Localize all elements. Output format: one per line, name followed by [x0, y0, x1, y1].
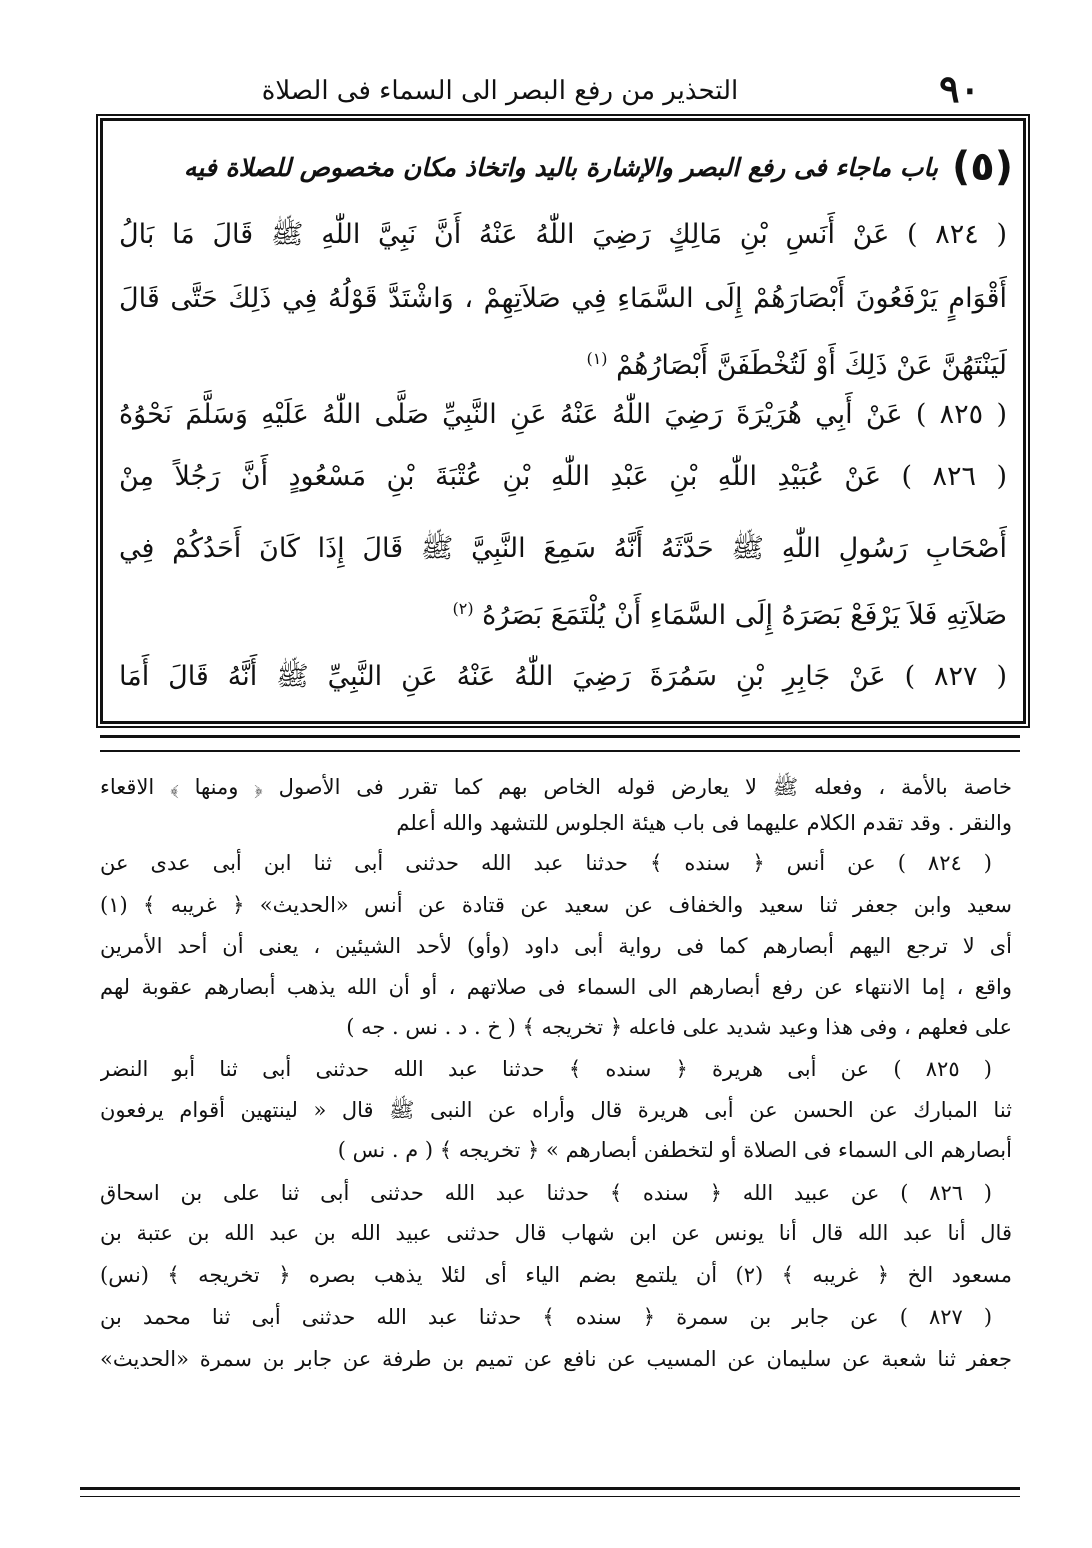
hadith-line: لَيَنْتَهُنَّ عَنْ ذَلِكَ أَوْ لَتُخْطَفَنَّ أَبْصَارُهُمْ $^{(١)}$: [586, 349, 1007, 381]
commentary-line: مسعود الخ ﴿ غريبه ﴾ (٢) أن يلتمع بضم الياء أى لئلا يذهب بصره ﴿ تخريجه ﴾ (نس): [100, 1263, 1012, 1287]
chapter-title: باب ماجاء فى رفع البصر والإشارة باليد واتخاذ مكان مخصوص للصلاة فيه: [183, 152, 939, 182]
footnote-marker: (١): [586, 349, 608, 368]
commentary-line: على فعلهم ، وفى هذا وعيد شديد على فاعله ﴿ تخريجه ﴾ ( خ . د . نس . جه ): [346, 1015, 1012, 1039]
hadith-text-frame: [100, 118, 1026, 724]
hadith-line: أَقْوَامٍ يَرْفَعُونَ أَبْصَارَهُمْ إِلَى السَّمَاءِ فِي صَلاَتِهِمْ ، وَاشْتَدَّ قَوْلُهُ فِي ذَلِكَ حَتَّى قَالَ: [119, 283, 1007, 314]
chapter-heading: [113, 135, 1013, 199]
hadith-line: أَصْحَابِ رَسُولِ اللّٰهِ ﷺ حَدَّثَهُ أَنَّهُ سَمِعَ النَّبِيَّ ﷺ قَالَ إِذَا كَانَ أَحَدُكُمْ فِي: [119, 533, 1007, 564]
commentary-line: أى لا ترجع اليهم أبصارهم كما فى رواية أبى داود (وأو) لأحد الشيئين ، يعنى أن أحد الأمرين: [100, 934, 1012, 958]
commentary-line: قال أنا عبد الله قال أنا يونس عن ابن شهاب قال حدثنى عبيد الله بن عبد الله بن عتبة بن: [100, 1221, 1012, 1245]
hadith-line: ( ٨٢٤ ) عَنْ أَنَسِ بْنِ مَالِكٍ رَضِيَ اللّٰهُ عَنْهُ أَنَّ نَبِيَّ اللّٰهِ ﷺ قَالَ مَا بَالُ: [119, 219, 1007, 250]
bottom-rule: [80, 1487, 1020, 1497]
commentary-line: خاصة بالأمة ، وفعله ﷺ لا يعارض قوله الخاص بهم كما تقرر فى الأصول ﴿ ومنها ﴾ الاقعاء: [100, 775, 1012, 799]
hadith-line: صَلاَتِهِ فَلاَ يَرْفَعْ بَصَرَهُ إِلَى السَّمَاءِ أَنْ يُلْتَمَعَ بَصَرُهُ $^{(٢)}$: [452, 599, 1007, 631]
commentary-line: ( ٨٢٥ ) عن أبى هريرة ﴿ سنده ﴾ حدثنا عبد الله حدثنى أبى ثنا أبو النضر: [100, 1057, 992, 1081]
commentary-line: ( ٨٢٤ ) عن أنس ﴿ سنده ﴾ حدثنا عبد الله حدثنى أبى ثنا ابن أبى عدى عن: [100, 851, 992, 875]
commentary-line: ثنا المبارك عن الحسن عن أبى هريرة قال وأراه عن النبى ﷺ قال « لينتهين أقوام يرفعون: [100, 1098, 1012, 1122]
commentary-line: سعيد وابن جعفر ثنا سعيد والخفاف عن سعيد عن قتادة عن أنس «الحديث» ﴿ غريبه ﴾ (١): [100, 893, 1012, 917]
chapter-number: (٥): [952, 144, 1013, 190]
commentary-line: والنقر . وقد تقدم الكلام عليهما فى باب هيئة الجلوس للتشهد والله أعلم: [396, 811, 1012, 835]
commentary-line: أبصارهم الى السماء فى الصلاة أو لتخطفن أبصارهم » ﴿ تخريجه ﴾ ( م . نس ): [337, 1138, 1012, 1162]
commentary-line: واقع ، إما الانتهاء عن رفع أبصارهم الى السماء فى صلاتهم ، أو أن الله يذهب أبصارهم عقوبة لهم: [100, 975, 1012, 999]
page-header: [100, 62, 1000, 116]
commentary-line: ( ٨٢٦ ) عن عبيد الله ﴿ سنده ﴾ حدثنا عبد الله حدثنى أبى ثنا على بن اسحاق: [100, 1181, 992, 1205]
footnote-marker: (٢): [452, 599, 474, 618]
commentary-line: جعفر ثنا شعبة عن سليمان عن المسيب عن نافع عن تميم بن طرفة عن جابر بن سمرة «الحديث»: [100, 1347, 1012, 1371]
commentary-line: ( ٨٢٧ ) عن جابر بن سمرة ﴿ سنده ﴾ حدثنا عبد الله حدثنى أبى ثنا محمد بن: [100, 1305, 992, 1329]
hadith-line: ( ٨٢٥ ) عَنْ أَبِي هُرَيْرَةَ رَضِيَ اللّٰهُ عَنْهُ عَنِ النَّبِيِّ صَلَّى اللّٰهُ عَلَيْهِ وَسَلَّمَ نَحْوُهُ: [119, 399, 1007, 430]
section-divider: [100, 735, 1020, 752]
page-number: ٩٠: [939, 66, 980, 111]
hadith-line: ( ٨٢٧ ) عَنْ جَابِرِ بْنِ سَمُرَةَ رَضِيَ اللّٰهُ عَنْهُ عَنِ النَّبِيِّ ﷺ أَنَّهُ قَالَ أَمَا: [119, 661, 1007, 692]
running-title: التحذير من رفع البصر الى السماء فى الصلاة: [261, 76, 739, 106]
hadith-line: ( ٨٢٦ ) عَنْ عُبَيْدِ اللّٰهِ بْنِ عَبْدِ اللّٰهِ بْنِ عُتْبَةَ بْنِ مَسْعُودٍ أَنَّ رَجُلاً مِنْ: [119, 461, 1007, 492]
